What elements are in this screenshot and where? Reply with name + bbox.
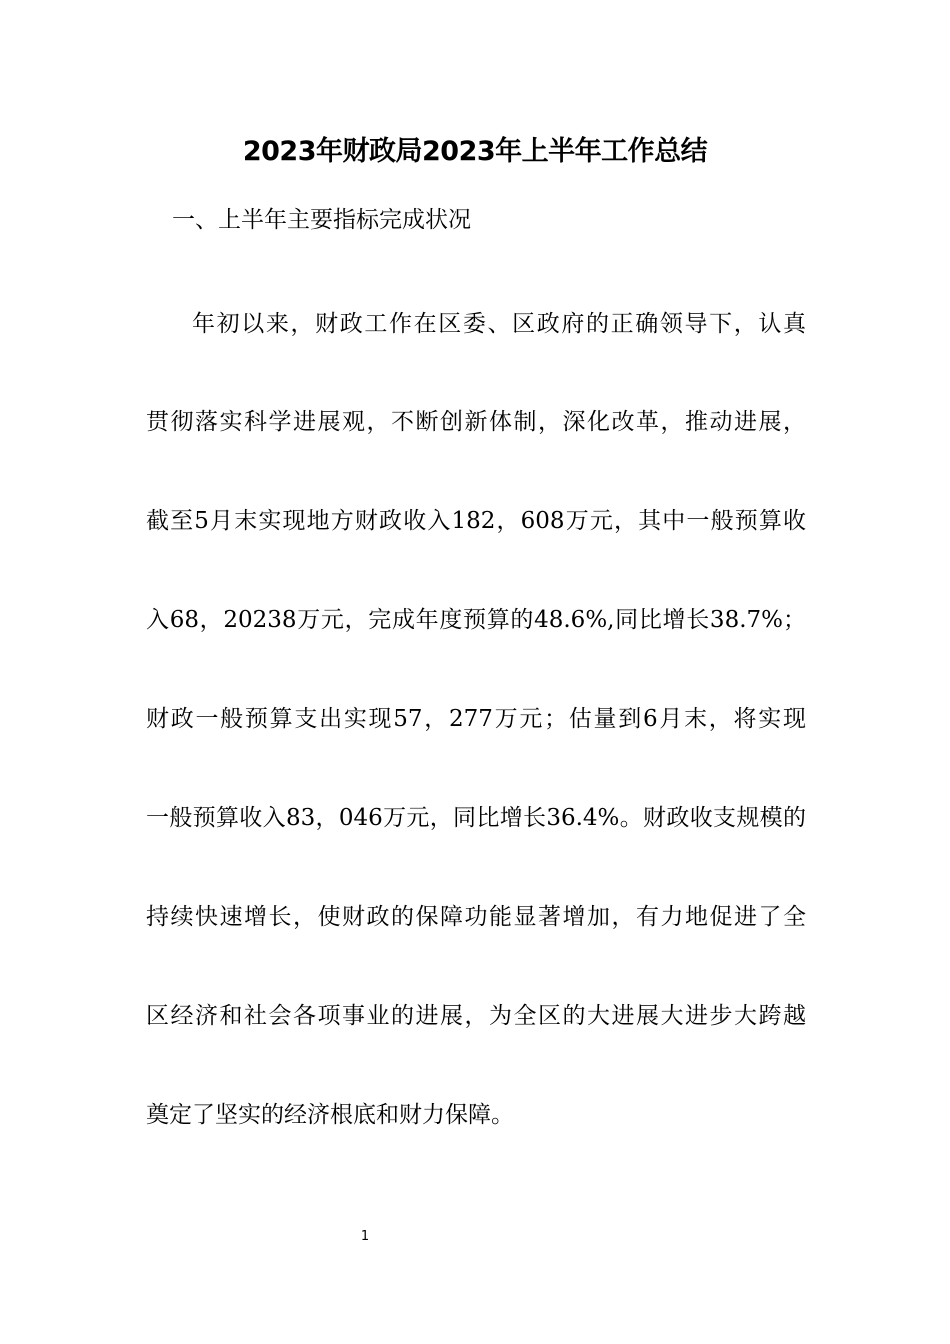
paragraph-line: 年初以来，财政工作在区委、区政府的正确领导下，认真 (192, 311, 806, 337)
paragraph-line: 贯彻落实科学进展观，不断创新体制，深化改革，推动进展， (146, 409, 806, 435)
paragraph-line: 入68，20238万元，完成年度预算的48.6%,同比增长38.7%； (146, 607, 806, 633)
paragraph-line: 持续快速增长，使财政的保障功能显著增加，有力地促进了全 (146, 904, 806, 930)
paragraph-line: 财政一般预算支出实现57，277万元；估量到6月末，将实现 (146, 706, 806, 732)
page-number: 1 (360, 1229, 370, 1244)
paragraph-line: 一般预算收入83，046万元，同比增长36.4%。财政收支规模的 (146, 805, 806, 831)
paragraph-line: 截至5月末实现地方财政收入182，608万元，其中一般预算收 (146, 508, 806, 534)
section-heading: 一、上半年主要指标完成状况 (172, 207, 471, 233)
paragraph-line: 区经济和社会各项事业的进展，为全区的大进展大进步大跨越 (146, 1003, 806, 1029)
paragraph-line: 奠定了坚实的经济根底和财力保障。 (146, 1102, 514, 1128)
document-title: 2023年财政局2023年上半年工作总结 (242, 136, 708, 167)
